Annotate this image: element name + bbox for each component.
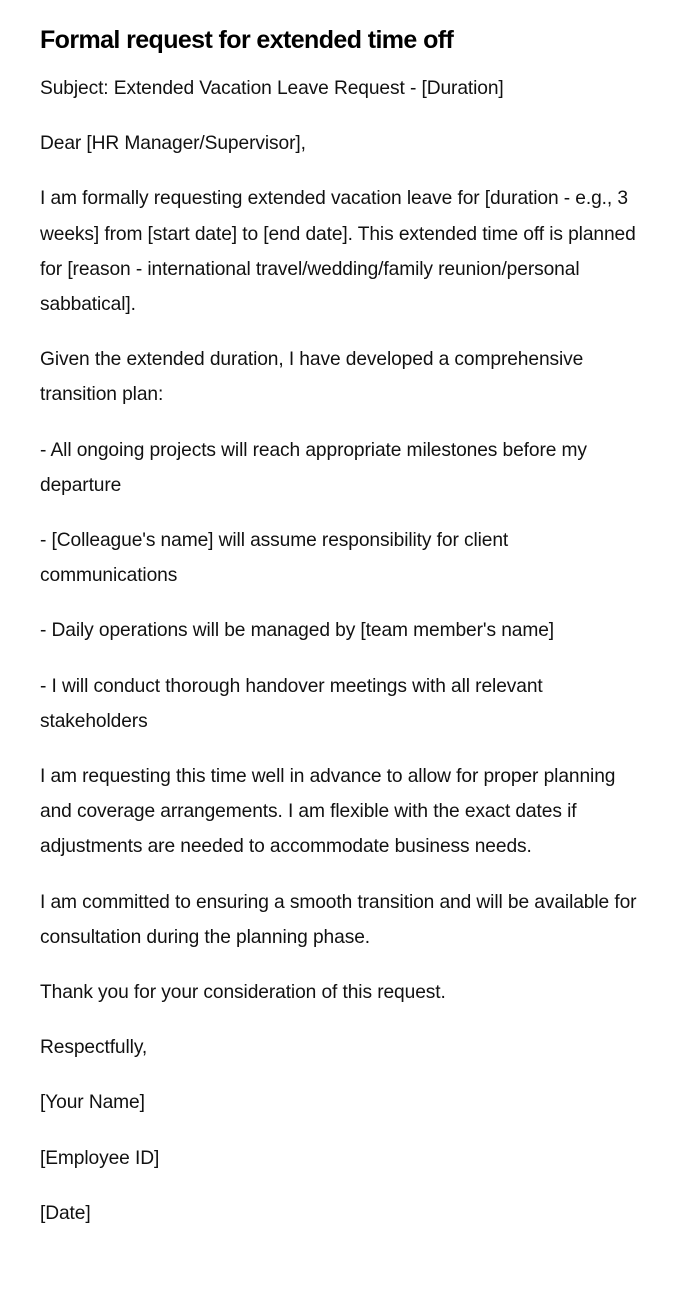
- salutation: Dear [HR Manager/Supervisor],: [40, 133, 306, 155]
- signature-name: [Your Name]: [40, 1092, 145, 1114]
- document-title: Formal request for extended time off: [40, 26, 454, 54]
- advance-notice-paragraph: I am requesting this time well in advance to allow for proper planning and coverage arrangements. I am flexible with the exact dates if adjustments are needed to accommodate business needs.: [40, 766, 616, 858]
- transition-plan-intro: Given the extended duration, I have developed a comprehensive transition plan:: [40, 349, 584, 406]
- thank-you-line: Thank you for your consideration of this request.: [40, 982, 446, 1004]
- request-paragraph: I am formally requesting extended vacation leave for [duration - e.g., 3 weeks] from [start date] to [end date]. This extended time off is planned for [reason - international travel/wedding/family reunion/personal sabbatical].: [40, 188, 636, 316]
- transition-plan-item-handover: - I will conduct thorough handover meetings with all relevant stakeholders: [40, 675, 543, 732]
- transition-plan-item-client-communications: - [Colleague's name] will assume responsibility for client communications: [40, 530, 509, 587]
- transition-plan-item-projects: - All ongoing projects will reach appropriate milestones before my departure: [40, 439, 587, 496]
- subject-line: Subject: Extended Vacation Leave Request - [Duration]: [40, 78, 504, 99]
- closing: Respectfully,: [40, 1037, 148, 1059]
- signature-employee-id: [Employee ID]: [40, 1147, 160, 1169]
- transition-plan-item-daily-operations: - Daily operations will be managed by [team member's name]: [40, 620, 555, 642]
- commitment-paragraph: I am committed to ensuring a smooth transition and will be available for consultation during the planning phase.: [40, 891, 637, 948]
- signature-date: [Date]: [40, 1202, 91, 1224]
